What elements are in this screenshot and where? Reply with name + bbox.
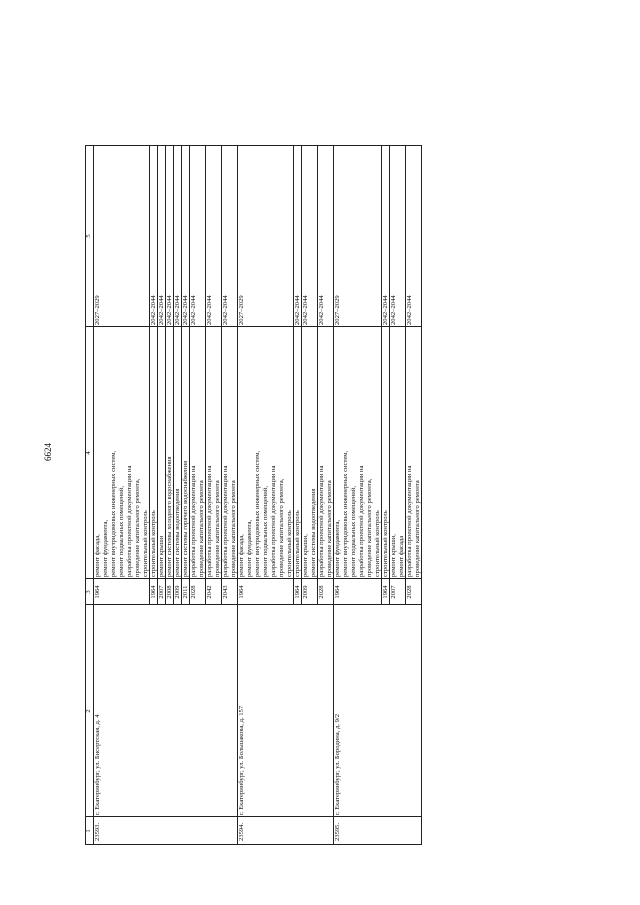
planned-period: 2042–2044: [157, 295, 165, 325]
work-type: проведение капитального ремонта,: [277, 478, 285, 577]
planned-period: 2042–2044: [165, 295, 173, 325]
row-divider: [333, 145, 334, 845]
work-type: ремонт подвальных помещений,: [349, 486, 357, 577]
commission-year: 2042: [205, 585, 213, 599]
row-number: 23595.: [333, 822, 341, 841]
work-type: ремонт крыши: [157, 535, 165, 577]
commission-year: 2008: [165, 585, 173, 599]
work-type: ремонт системы водоотведения: [309, 488, 317, 577]
work-type: разработка проектной документации на: [125, 465, 133, 577]
item-divider: [221, 145, 222, 605]
header-divider: [93, 145, 94, 845]
planned-period: 2042–2044: [221, 295, 229, 325]
page-number: 6624: [43, 443, 53, 461]
commission-year: 1964: [293, 585, 301, 599]
work-type: ремонт системы холодного водоснабжения: [165, 456, 173, 577]
item-divider: [165, 145, 166, 605]
work-type: ремонт фундамента,: [333, 519, 341, 577]
item-divider: [181, 145, 182, 605]
work-type: проведение капитального ремонта: [325, 480, 333, 577]
column-divider: [85, 844, 421, 845]
planned-period: 2042–2044: [189, 295, 197, 325]
work-type: ремонт крыши,: [389, 534, 397, 577]
item-divider: [173, 145, 174, 605]
column-header-4: 4: [85, 451, 92, 455]
address: г. Екатеринбург, ул. Бисертская, д. 4: [93, 714, 101, 815]
column-divider: [85, 326, 421, 327]
row-number: 23594.: [237, 822, 245, 841]
item-divider: [317, 145, 318, 605]
item-divider: [157, 145, 158, 605]
work-type: ремонт фасада: [397, 535, 405, 577]
work-type: строительный контроль: [149, 510, 157, 577]
commission-year: 2028: [189, 585, 197, 599]
planned-period: 2042–2044: [181, 295, 189, 325]
work-type: ремонт крыши,: [301, 534, 309, 577]
column-divider: [85, 145, 421, 146]
commission-year: 2007: [157, 585, 165, 599]
commission-year: 1964: [333, 585, 341, 599]
planned-period: 2027–2029: [237, 295, 245, 325]
work-type: ремонт внутридомовых инженерных систем,: [253, 450, 261, 577]
column-divider: [85, 578, 421, 579]
work-type: разработка проектной документации на: [357, 465, 365, 577]
work-type: проведение капитального ремонта: [229, 480, 237, 577]
column-header-2: 2: [85, 709, 92, 713]
work-type: проведение капитального ремонта,: [133, 478, 141, 577]
column-divider: [85, 816, 421, 817]
commission-year: 2028: [317, 585, 325, 599]
planned-period: 2027–2029: [333, 295, 341, 325]
row-divider: [421, 145, 422, 845]
planned-period: 2042–2044: [149, 295, 157, 325]
item-divider: [205, 145, 206, 605]
commission-year: 2011: [181, 585, 189, 599]
commission-year: 2028: [405, 585, 413, 599]
column-header-3: 3: [85, 590, 92, 594]
item-divider: [405, 145, 406, 605]
planned-period: 2027–2029: [93, 295, 101, 325]
work-type: проведение капитального ремонта: [213, 480, 221, 577]
planned-period: 2042–2044: [173, 295, 181, 325]
work-type: проведение капитального ремонта,: [365, 478, 373, 577]
work-type: проведение капитального ремонта: [197, 480, 205, 577]
work-type: ремонт фундамента,: [245, 519, 253, 577]
table-border-top: [85, 145, 86, 845]
commission-year: 2007: [389, 585, 397, 599]
planned-period: 2042–2044: [301, 295, 309, 325]
work-type: строительный контроль: [381, 510, 389, 577]
work-type: строительный контроль: [293, 510, 301, 577]
commission-year: 2009: [173, 585, 181, 599]
commission-year: 1964: [149, 585, 157, 599]
planned-period: 2042–2044: [381, 295, 389, 325]
work-type: проведение капитального ремонта: [413, 480, 421, 577]
work-type: разработка проектной документации на: [405, 465, 413, 577]
address: г. Екатеринбург, ул. Бородина, д. 9/2: [333, 713, 341, 815]
planned-period: 2042–2044: [205, 295, 213, 325]
work-type: ремонт фундамента,: [101, 519, 109, 577]
commission-year: 2043: [221, 585, 229, 599]
work-type: разработка проектной документации на: [269, 465, 277, 577]
item-divider: [381, 145, 382, 605]
work-type: ремонт фасада,: [237, 534, 245, 577]
table-header-row: [85, 145, 93, 845]
work-type: ремонт подвальных помещений,: [261, 486, 269, 577]
row-divider: [237, 145, 238, 845]
commission-year: 1964: [93, 585, 101, 599]
work-type: строительный контроль: [141, 510, 149, 577]
work-type: строительный контроль: [285, 510, 293, 577]
item-divider: [293, 145, 294, 605]
work-type: строительный контроль: [373, 510, 381, 577]
work-type: разработка проектной документации на: [189, 465, 197, 577]
planned-period: 2042–2044: [293, 295, 301, 325]
repair-schedule-table: [85, 145, 421, 845]
work-type: ремонт внутридомовых инженерных систем,: [109, 450, 117, 577]
work-type: ремонт фасада,: [93, 534, 101, 577]
work-type: ремонт системы горячего водоснабжения: [181, 460, 189, 577]
commission-year: 1964: [381, 585, 389, 599]
work-type: разработка проектной документации на: [317, 465, 325, 577]
work-type: разработка проектной документации на: [205, 465, 213, 577]
address: г. Екатеринбург, ул. Большакова, д. 157: [237, 705, 245, 815]
column-header-5: 5: [85, 234, 92, 238]
work-type: ремонт системы водоотведения: [173, 488, 181, 577]
column-header-1: 1: [85, 829, 92, 833]
work-type: разработка проектной документации на: [221, 465, 229, 577]
work-type: ремонт подвальных помещений,: [117, 486, 125, 577]
row-number: 23593.: [93, 822, 101, 841]
planned-period: 2042–2044: [405, 295, 413, 325]
column-divider: [85, 604, 421, 605]
item-divider: [189, 145, 190, 605]
item-divider: [301, 145, 302, 605]
work-type: ремонт внутридомовых инженерных систем,: [341, 450, 349, 577]
planned-period: 2042–2044: [317, 295, 325, 325]
commission-year: 2009: [301, 585, 309, 599]
planned-period: 2042–2044: [389, 295, 397, 325]
item-divider: [149, 145, 150, 605]
commission-year: 1964: [237, 585, 245, 599]
item-divider: [389, 145, 390, 605]
